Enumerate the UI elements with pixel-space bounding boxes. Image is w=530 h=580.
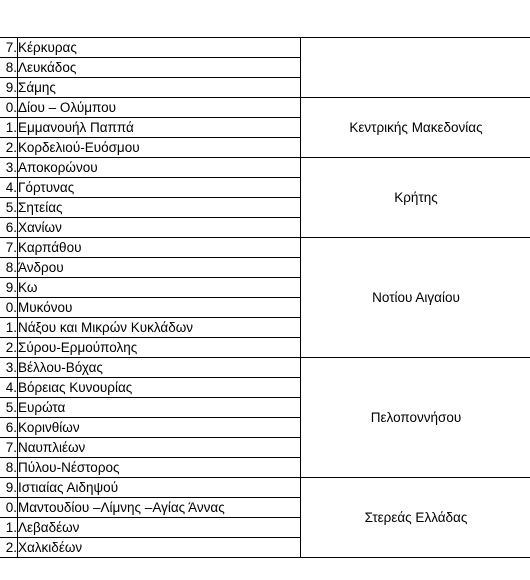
row-number: 0. [0,498,18,518]
row-number: 3. [0,158,18,178]
municipality-name: Νάξου και Μικρών Κυκλάδων [18,318,301,338]
municipality-name: Άνδρου [18,258,301,278]
table-row [0,98,530,118]
municipality-name: Ευρώτα [18,398,301,418]
municipality-name: Χαλκιδέων [18,538,301,558]
municipality-name: Σύρου-Ερμούπολης [18,338,301,358]
row-number: 1. [0,518,18,538]
municipality-name: Μαντουδίου –Λίμνης –Αγίας Άννας [18,498,301,518]
municipality-name: Καρπάθου [18,238,301,258]
region-name: Κρήτης [301,158,530,238]
row-number: 5. [0,398,18,418]
municipality-name: Ιστιαίας Αιδηψού [18,478,301,498]
row-number: 6. [0,418,18,438]
municipality-name: Κορινθίων [18,418,301,438]
row-number: 4. [0,378,18,398]
row-number: 2. [0,538,18,558]
municipality-name: Ναυπλιέων [18,438,301,458]
municipality-name: Βόρειας Κυνουρίας [18,378,301,398]
row-number: 1. [0,318,18,338]
municipality-name: Πύλου-Νέστορος [18,458,301,478]
row-number: 9. [0,478,18,498]
municipality-name: Μυκόνου [18,298,301,318]
municipality-name: Εμμανουήλ Παππά [18,118,301,138]
municipality-name: Λεβαδέων [18,518,301,538]
municipality-name: Δίου – Ολύμπου [18,98,301,118]
row-number: 8. [0,458,18,478]
row-number: 0. [0,298,18,318]
row-number: 5. [0,198,18,218]
table-row [0,38,530,58]
municipality-name: Κέρκυρας [18,38,301,58]
municipality-name: Αποκορώνου [18,158,301,178]
region-name: Πελοποννήσου [301,358,530,478]
row-number: 8. [0,58,18,78]
table-row [0,238,530,258]
table-body [0,38,530,558]
row-number: 7. [0,38,18,58]
municipality-name: Γόρτυνας [18,178,301,198]
row-number: 0. [0,98,18,118]
table-row [0,478,530,498]
municipality-name: Κορδελιού-Ευόσμου [18,138,301,158]
municipality-name: Χανίων [18,218,301,238]
municipality-name: Σάμης [18,78,301,98]
row-number: 3. [0,358,18,378]
region-name [301,38,530,98]
row-number: 9. [0,278,18,298]
row-number: 4. [0,178,18,198]
table-row [0,358,530,378]
row-number: 7. [0,238,18,258]
region-name: Κεντρικής Μακεδονίας [301,98,530,158]
row-number: 8. [0,258,18,278]
row-number: 6. [0,218,18,238]
row-number: 7. [0,438,18,458]
municipality-name: Κω [18,278,301,298]
row-number: 2. [0,338,18,358]
row-number: 2. [0,138,18,158]
municipality-name: Βέλλου-Βόχας [18,358,301,378]
municipality-name: Λευκάδος [18,58,301,78]
region-name: Στερεάς Ελλάδας [301,478,530,558]
table-row [0,158,530,178]
row-number: 9. [0,78,18,98]
municipalities-table [0,37,530,558]
row-number: 1. [0,118,18,138]
municipality-name: Σητείας [18,198,301,218]
region-name: Νοτίου Αιγαίου [301,238,530,358]
